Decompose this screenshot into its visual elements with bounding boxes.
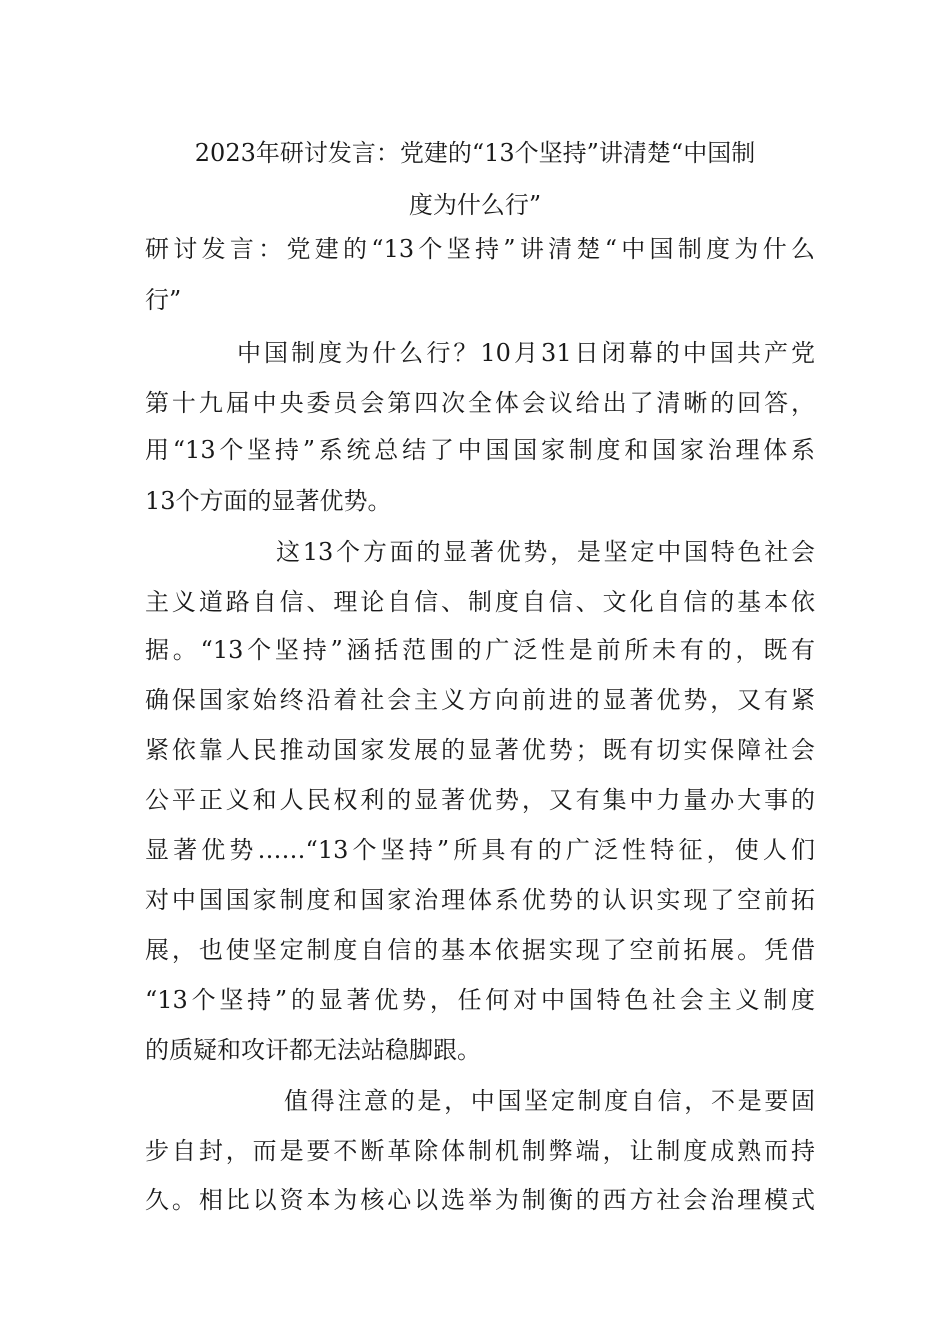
document-title-line-1: 2023年研讨发言：党建的“13个坚持”讲清楚“中国制 <box>194 139 756 167</box>
paragraph-1-line-1: 中国制度为什么行？10月31日闭幕的中国共产党 <box>237 339 815 367</box>
paragraph-1-line-3: 用“13个坚持”系统总结了中国国家制度和国家治理体系 <box>145 436 815 464</box>
paragraph-2-line-1: 这13个方面的显著优势，是坚定中国特色社会 <box>276 538 815 566</box>
paragraph-2-line-5: 紧依靠人民推动国家发展的显著优势；既有切实保障社会 <box>145 736 815 764</box>
paragraph-2-line-7: 显著优势……“13个坚持”所具有的广泛性特征，使人们 <box>145 836 815 864</box>
document-title-line-2: 度为什么行” <box>408 191 542 219</box>
paragraph-2-line-6: 公平正义和人民权利的显著优势，又有集中力量办大事的 <box>145 786 815 814</box>
paragraph-3-line-2: 步自封，而是要不断革除体制机制弊端，让制度成熟而持 <box>145 1137 815 1165</box>
paragraph-1-line-4: 13个方面的显著优势。 <box>145 487 392 515</box>
subtitle-line-2: 行” <box>145 286 182 314</box>
paragraph-1-line-2: 第十九届中央委员会第四次全体会议给出了清晰的回答， <box>145 389 815 417</box>
paragraph-2-line-2: 主义道路自信、理论自信、制度自信、文化自信的基本依 <box>145 588 815 616</box>
paragraph-2-line-4: 确保国家始终沿着社会主义方向前进的显著优势，又有紧 <box>145 686 815 714</box>
paragraph-2-line-11: 的质疑和攻讦都无法站稳脚跟。 <box>145 1036 481 1064</box>
subtitle-line-1: 研讨发言：党建的“13个坚持”讲清楚“中国制度为什么 <box>145 235 815 263</box>
paragraph-2-line-10: “13个坚持”的显著优势，任何对中国特色社会主义制度 <box>145 986 815 1014</box>
paragraph-3-line-1: 值得注意的是，中国坚定制度自信，不是要固 <box>284 1087 815 1115</box>
paragraph-2-line-9: 展，也使坚定制度自信的基本依据实现了空前拓展。凭借 <box>145 936 815 964</box>
paragraph-3-line-3: 久。相比以资本为核心以选举为制衡的西方社会治理模式 <box>145 1186 815 1214</box>
paragraph-2-line-8: 对中国国家制度和国家治理体系优势的认识实现了空前拓 <box>145 886 815 914</box>
paragraph-2-line-3: 据。“13个坚持”涵括范围的广泛性是前所未有的，既有 <box>145 636 815 664</box>
